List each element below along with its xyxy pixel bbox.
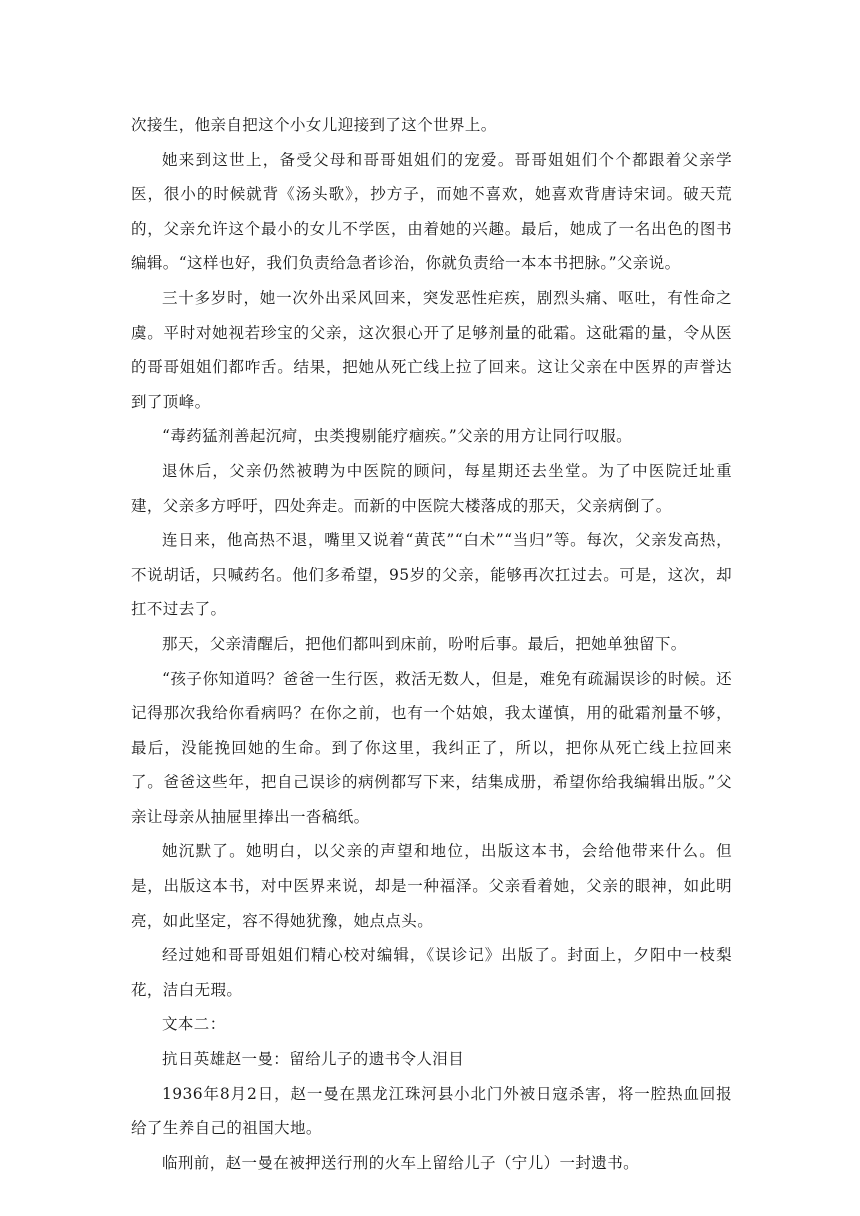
article-title: 抗日英雄赵一曼：留给儿子的遗书令人泪目 <box>162 1050 465 1069</box>
paragraph-5: 退休后，父亲仍然被聘为中医院的顾问，每星期还去坐堂。为了中医院迁址重建，父亲多方呼吁，四处奔走。而新的中医院大楼落成的那天，父亲病倒了。 <box>131 461 732 515</box>
paragraph-11: 1936年8月2日，赵一曼在黑龙江珠河县小北门外被日寇杀害，将一腔热血回报给了生养自己的祖国大地。 <box>131 1084 732 1138</box>
document-body <box>131 108 732 1180</box>
paragraph-12: 临刑前，赵一曼在被押送行刑的火车上留给儿子（宁儿）一封遗书。 <box>162 1153 640 1172</box>
paragraph-10: 经过她和哥哥姐姐们精心校对编辑，《误诊记》出版了。封面上，夕阳中一枝梨花，洁白无瑕。 <box>131 946 732 999</box>
paragraph-3: 三十多岁时，她一次外出采风回来，突发恶性疟疾，剧烈头痛、呕吐，有性命之虞。平时对她视若珍宝的父亲，这次狠心开了足够剂量的砒霜。这砒霜的量，令从医的哥哥姐姐们都咋舌。结果，把她从死亡线上拉了回来。这让父亲在中医界的声誉达到了顶峰。 <box>131 288 732 411</box>
paragraph-2: 她来到这世上，备受父母和哥哥姐姐们的宠爱。哥哥姐姐们个个都跟着父亲学医，很小的时候就背《汤头歌》，抄方子，而她不喜欢，她喜欢背唐诗宋词。破天荒的，父亲允许这个最小的女儿不学医，由着她的兴趣。最后，她成了一名出色的图书编辑。“这样也好，我们负责给急者诊治，你就负责给一本本书把脉。”父亲说。 <box>131 150 732 273</box>
section-label-text-two: 文本二： <box>162 1015 226 1034</box>
paragraph-4: “毒药猛剂善起沉疴，虫类搜剔能疗痼疾。”父亲的用方让同行叹服。 <box>162 427 633 446</box>
paragraph-7: 那天，父亲清醒后，把他们都叫到床前，吩咐后事。最后，把她单独留下。 <box>162 634 687 653</box>
paragraph-1: 次接生，他亲自把这个小女儿迎接到了这个世界上。 <box>131 116 497 134</box>
paragraph-6: 连日来，他高热不退，嘴里又说着“黄芪”“白术”“当归”等。每次，父亲发高热，不说胡话，只喊药名。他们多希望，95岁的父亲，能够再次扛过去。可是，这次，却扛不过去了。 <box>131 531 732 619</box>
paragraph-9: 她沉默了。她明白，以父亲的声望和地位，出版这本书，会给他带来什么。但是，出版这本书，对中医界来说，却是一种福泽。父亲看着她，父亲的眼神，如此明亮，如此坚定，容不得她犹豫，她点点头。 <box>131 842 732 930</box>
paragraph-8: “孩子你知道吗？爸爸一生行医，救活无数人，但是，难免有疏漏误诊的时候。还记得那次我给你看病吗？在你之前，也有一个姑娘，我太谨慎，用的砒霜剂量不够，最后，没能挽回她的生命。到了你这里，我纠正了，所以，把你从死亡线上拉回来了。爸爸这些年，把自己误诊的病例都写下来，结集成册，希望你给我编辑出版。”父亲让母亲从抽屉里捧出一沓稿纸。 <box>131 669 732 826</box>
